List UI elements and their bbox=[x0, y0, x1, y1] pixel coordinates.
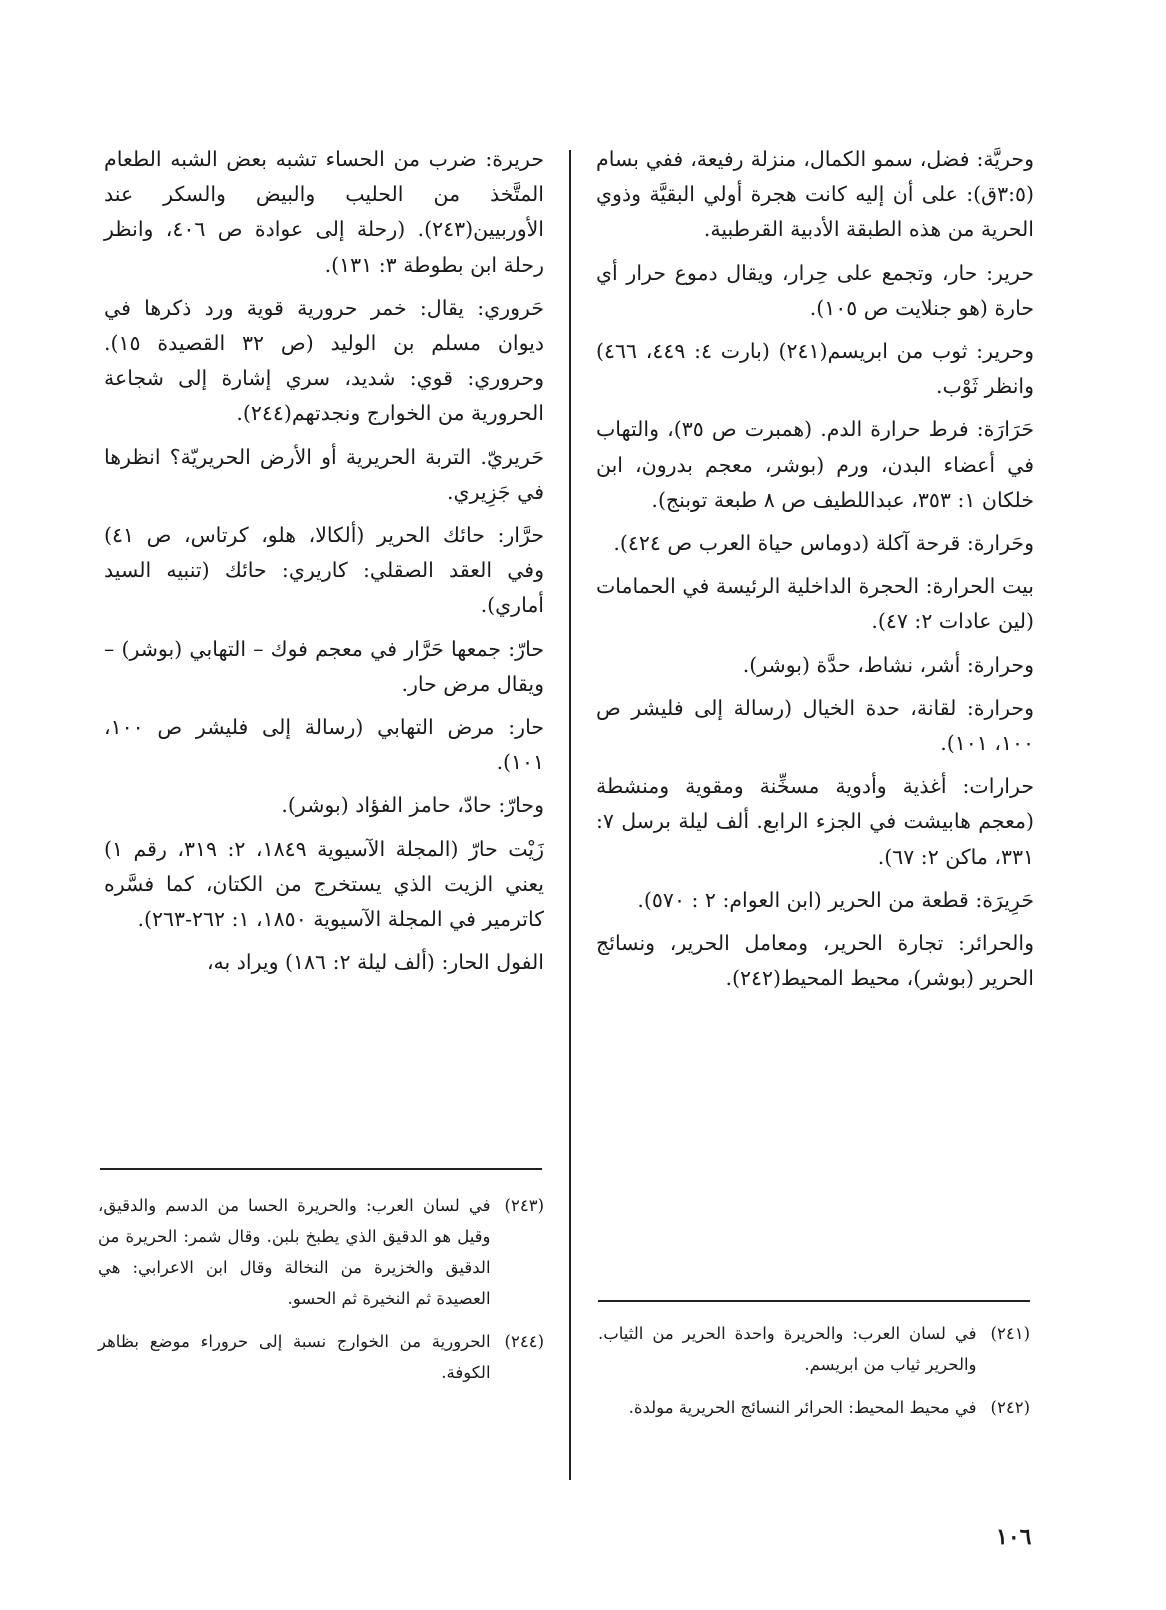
footnote-244 bbox=[98, 1326, 544, 1388]
entry-har-disease: حار: مرض التهابي (رسالة إلى فليشر ص ١٠٠، ١٠١). bbox=[104, 715, 544, 775]
entry-harair: والحرائر: تجارة الحرير، ومعامل الحرير، ونسائج الحرير (بوشر)، محيط المحيط(٢٤٢). bbox=[596, 931, 1034, 991]
entry-harara-ulcer: وحَرارة: قرحة آكلة (دوماس حياة العرب ص ٤٢٤). bbox=[613, 531, 1034, 556]
footnote-text: في لسان العرب: والحريرة الحسا من الدسم والدقيق، وقيل هو الدقيق الذي يطبخ بلبن. وقال شمر: الحريرة من الدقيق والخزيرة من النخالة وقال ابن الاعرابي: هي العصيدة ثم النخيرة ثم الحسو. bbox=[98, 1196, 491, 1308]
footnote-242 bbox=[598, 1392, 1030, 1423]
footnote-number: (٢٤٤) bbox=[504, 1332, 544, 1351]
page-number: ١٠٦ bbox=[996, 1524, 1032, 1550]
footnote-241 bbox=[598, 1318, 1030, 1380]
footnote-number: (٢٤١) bbox=[990, 1324, 1030, 1343]
right-column bbox=[596, 142, 1034, 1004]
entry-harara-wit: وحرارة: لقانة، حدة الخيال (رسالة إلى فليشر ص ١٠٠، ١٠١). bbox=[596, 695, 1034, 756]
footnote-rule-right bbox=[598, 1300, 1030, 1302]
footnote-number: (٢٤٢) bbox=[990, 1398, 1030, 1417]
entry-hararat: حرارات: أغذية وأدوية مسخِّنة ومقوية ومنشطة (معجم هابيشت في الجزء الرابع. ألف ليلة برسل ٧: ٣٣١، ماكن ٢: ٦٧). bbox=[596, 774, 1034, 869]
entry-harrar: حرَّار: حائك الحرير (ألكالا، هلو، كرتاس، ص ٤١) وفي العقد الصقلي: كاريري: حائك (تنبيه السيد أماري). bbox=[104, 523, 544, 618]
entry-ful-har: الفول الحار: (ألف ليلة ٢: ١٨٦) ويراد به، bbox=[206, 950, 544, 975]
entry-harir-hot: حرير: حار، وتجمع على حِرار، ويقال دموع حرار أي حارة (هو جنلايت ص ١٠٥). bbox=[596, 260, 1034, 320]
entry-hariri: حَريريّ. التربة الحريرية أو الأرض الحريريّة؟ انظرها في جَزِيري. bbox=[104, 444, 544, 504]
entry-harara-vigor: وحرارة: أشر، نشاط، حدَّة (بوشر). bbox=[742, 652, 1034, 677]
left-column bbox=[104, 142, 544, 988]
entry-harir-silk: وحرير: ثوب من ابريسم(٢٤١) (بارت ٤: ٤٤٩، ٤٦٦) وانظر ثَوْب. bbox=[596, 339, 1034, 399]
entry-harr: حارّ: جمعها حَرَّار في معجم فوك – التهابي (بوشر) – ويقال مرض حار. bbox=[104, 636, 544, 696]
entry-harira-soup: حريرة: ضرب من الحساء تشبه بعض الشبه الطعام المتَّخذ من الحليب والبيض والسكر عند الأوربيين(٢٤٣). (رحلة إلى عوادة ص ٤٠٦، وانظر رحلة ابن بطوطة ٣: ١٣١). bbox=[104, 147, 544, 277]
footnote-text: في لسان العرب: والحريرة واحدة الحرير من الثياب. والحرير ثياب من ابريسم. bbox=[598, 1324, 977, 1374]
footnote-number: (٢٤٣) bbox=[504, 1196, 544, 1215]
entry-zayt-harr: زَيْت حارّ (المجلة الآسيوية ١٨٤٩، ٢: ٣١٩، رقم ١) يعني الزيت الذي يستخرج من الكتان، كما فسَّره كاترمير في المجلة الآسيوية ١٨٥٠، ١: ٢٦٢-٢٦٣). bbox=[104, 836, 544, 932]
entry-bayt-alharara: بيت الحرارة: الحجرة الداخلية الرئيسة في الحمامات (لين عادات ٢: ٤٧). bbox=[596, 574, 1034, 634]
footnote-rule-left bbox=[100, 1168, 542, 1170]
footnotes-right bbox=[598, 1318, 1030, 1435]
entry-harira-piece: حَرِيرَة: قطعة من الحرير (ابن العوام: ٢ : ٥٧٠). bbox=[637, 887, 1034, 912]
column-divider bbox=[569, 150, 571, 1480]
entry-huriyya: وحريَّة: فضل، سمو الكمال، منزلة رفيعة، ففي بسام (٣:٥ق): على أن إليه كانت هجرة أولي البقيَّة وذوي الحرية من هذه الطبقة الأدبية القرطبية. bbox=[596, 147, 1034, 242]
footnote-text: في محيط المحيط: الحرائر النسائج الحريرية مولدة. bbox=[628, 1398, 977, 1417]
entry-harr-sharp: وحارّ: حادّ، حامز الفؤاد (بوشر). bbox=[281, 793, 544, 818]
footnote-243 bbox=[98, 1190, 544, 1314]
footnotes-left bbox=[98, 1190, 544, 1400]
footnote-text: الحرورية من الخوارج نسبة إلى حروراء موضع بظاهر الكوفة. bbox=[98, 1332, 491, 1382]
entry-harara: حَرَارَة: فرط حرارة الدم. (همبرت ص ٣٥)، والتهاب في أعضاء البدن، ورم (بوشر، معجم بدرون، ابن خلكان ١: ٣٥٣، عبداللطيف ص ٨ طبعة توبنج). bbox=[596, 417, 1034, 512]
entry-haruri: حَروري: يقال: خمر حرورية قوية ورد ذكرها في ديوان مسلم بن الوليد (ص ٣٢ القصيدة ١٥). وحروري: قوي: شديد، سري إشارة إلى شجاعة الحرورية من الخوارج ونجدتهم(٢٤٤). bbox=[104, 295, 544, 426]
